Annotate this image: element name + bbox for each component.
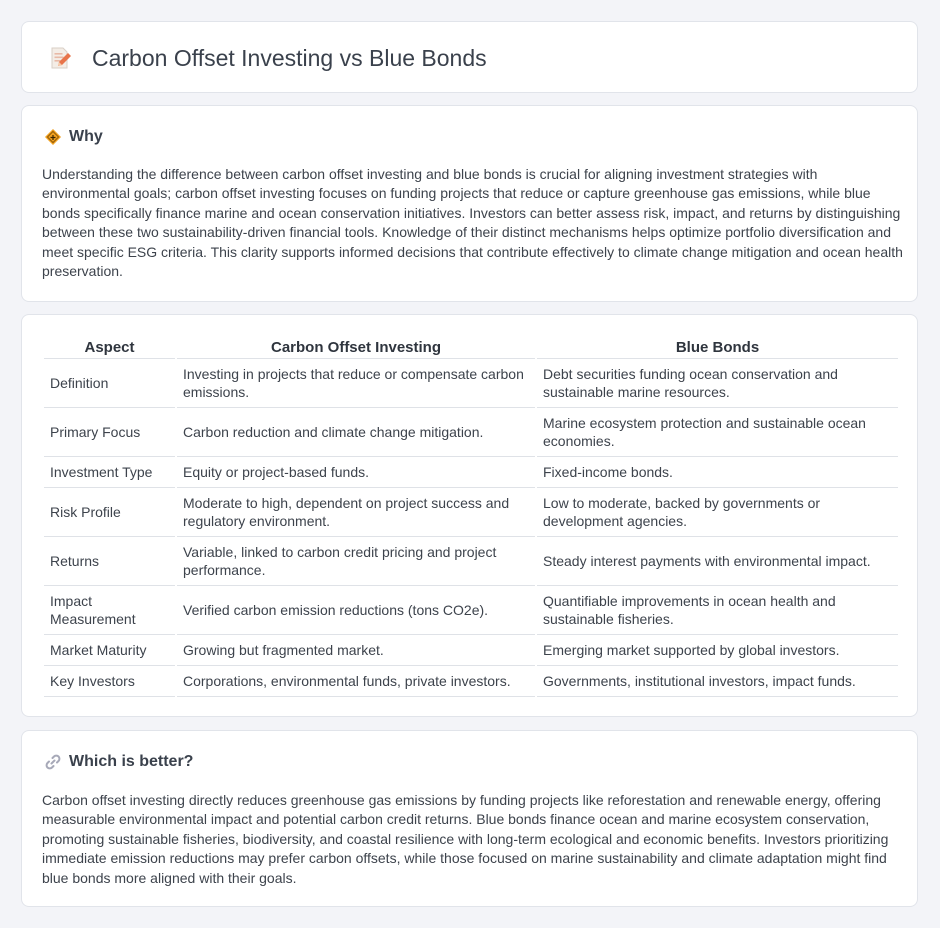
table-row (44, 635, 898, 666)
row-blue-bonds: Emerging market supported by global investors. (537, 635, 898, 666)
comparison-table (42, 336, 900, 697)
title-card (21, 21, 918, 93)
why-section (21, 105, 918, 302)
row-blue-bonds: Quantifiable improvements in ocean health and sustainable fisheries. (537, 586, 898, 635)
row-carbon-offset: Verified carbon emission reductions (tons CO2e). (177, 586, 535, 635)
row-blue-bonds: Fixed-income bonds. (537, 457, 898, 488)
row-carbon-offset: Investing in projects that reduce or compensate carbon emissions. (177, 359, 535, 408)
row-aspect: Primary Focus (44, 408, 175, 457)
which-is-better-section (21, 730, 918, 907)
table-row (44, 457, 898, 488)
table-row (44, 408, 898, 457)
table-row (44, 666, 898, 697)
row-carbon-offset: Variable, linked to carbon credit pricing and project performance. (177, 537, 535, 586)
why-heading (44, 126, 103, 148)
row-aspect: Risk Profile (44, 488, 175, 537)
why-title: Why (69, 128, 103, 145)
row-carbon-offset: Equity or project-based funds. (177, 457, 535, 488)
header-blue-bonds: Blue Bonds (537, 336, 898, 359)
better-paragraph: Carbon offset investing directly reduces greenhouse gas emissions by funding projects like reforestation and renewable energy, offering measurable environmental impact and potential carbon credit returns. Blue bonds finance ocean and marine ecosystem conservation, promoting sustainable fisheries, biodiversity, and coastal resilience with long-term ecological and economic benefits. Investors prioritizing immediate emission reductions may prefer carbon offsets, while those focused on marine sustainability and climate adaptation might find blue bonds more aligned with their goals. (42, 792, 889, 886)
row-blue-bonds: Governments, institutional investors, impact funds. (537, 666, 898, 697)
document-pencil-icon (48, 46, 72, 70)
row-blue-bonds: Low to moderate, backed by governments or development agencies. (537, 488, 898, 537)
page-title: Carbon Offset Investing vs Blue Bonds (92, 45, 487, 71)
row-blue-bonds: Steady interest payments with environmental impact. (537, 537, 898, 586)
table-header-row (44, 336, 898, 359)
table-row (44, 537, 898, 586)
row-aspect: Impact Measurement (44, 586, 175, 635)
row-carbon-offset: Carbon reduction and climate change mitigation. (177, 408, 535, 457)
header-aspect: Aspect (44, 336, 175, 359)
better-title: Which is better? (69, 753, 194, 770)
why-paragraph: Understanding the difference between carbon offset investing and blue bonds is crucial for aligning investment strategies with environmental goals; carbon offset investing focuses on funding projects that reduce or capture greenhouse gas emissions, while blue bonds specifically finance marine and ocean conservation initiatives. Investors can better assess risk, impact, and returns by distinguishing between these two sustainability-driven financial tools. Knowledge of their distinct mechanisms helps optimize portfolio diversification and meet specific ESG criteria. This clarity supports informed decisions that contribute effectively to climate change mitigation and ocean health preservation. (42, 166, 903, 280)
header-carbon-offset: Carbon Offset Investing (177, 336, 535, 359)
row-carbon-offset: Growing but fragmented market. (177, 635, 535, 666)
better-heading (44, 751, 193, 773)
link-icon (44, 753, 62, 771)
row-blue-bonds: Marine ecosystem protection and sustainable ocean economies. (537, 408, 898, 457)
row-aspect: Market Maturity (44, 635, 175, 666)
diamond-sign-icon (44, 128, 62, 146)
table-row (44, 488, 898, 537)
row-aspect: Investment Type (44, 457, 175, 488)
row-blue-bonds: Debt securities funding ocean conservation and sustainable marine resources. (537, 359, 898, 408)
row-aspect: Definition (44, 359, 175, 408)
row-aspect: Returns (44, 537, 175, 586)
table-row (44, 359, 898, 408)
comparison-section (21, 314, 918, 717)
row-carbon-offset: Moderate to high, dependent on project success and regulatory environment. (177, 488, 535, 537)
row-aspect: Key Investors (44, 666, 175, 697)
table-row (44, 586, 898, 635)
row-carbon-offset: Corporations, environmental funds, private investors. (177, 666, 535, 697)
